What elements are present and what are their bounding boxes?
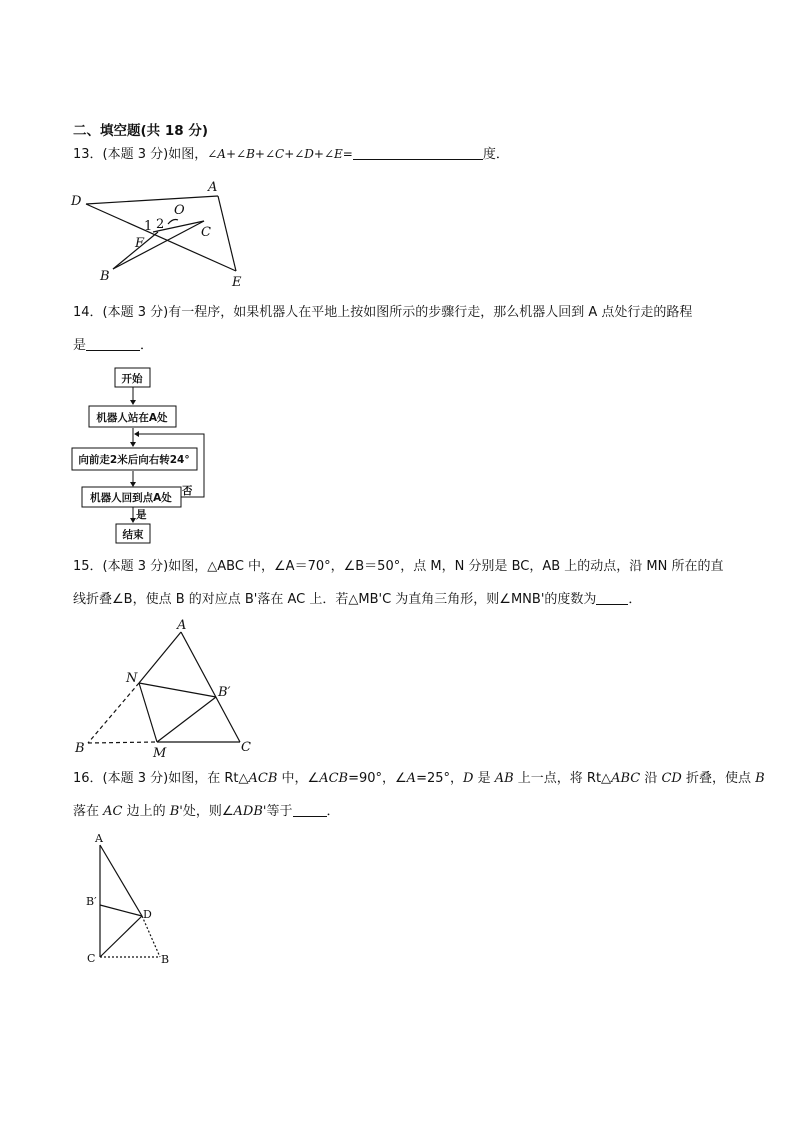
flow-no-label: 否 bbox=[182, 485, 193, 497]
q13-label-O: O bbox=[174, 203, 185, 218]
q15-label-A: A bbox=[177, 618, 187, 633]
q13-label-B: B bbox=[100, 269, 110, 284]
q16-label-Bprime: B′ bbox=[86, 895, 97, 908]
q13-label-A: A bbox=[208, 180, 218, 195]
q13-text-a: 如图， bbox=[168, 147, 208, 162]
flow-end-label: 结束 bbox=[122, 529, 144, 541]
flow-start-label: 开始 bbox=[121, 373, 143, 385]
flow-step1-label: 机器人站在A处 bbox=[96, 412, 168, 424]
q15-label-C: C bbox=[241, 740, 251, 755]
q16-t1o: 折叠，使点 bbox=[681, 771, 756, 786]
q14-number: 14． bbox=[73, 305, 103, 320]
q16-t1m: 沿 bbox=[640, 771, 662, 786]
flow-yes-label: 是 bbox=[136, 509, 147, 521]
q16-t2f: ADB' bbox=[233, 804, 267, 819]
section-title: 二、填空题(共 18 分) bbox=[73, 123, 209, 139]
q14-tag: (本题 3 分) bbox=[102, 305, 169, 320]
q16-t1h: D bbox=[463, 771, 474, 786]
q16-line-AD bbox=[100, 845, 142, 916]
q16-t2c: 边上的 bbox=[122, 804, 170, 819]
q16-t2e: 处，则∠ bbox=[182, 804, 234, 819]
q16-t1d: ACB bbox=[319, 771, 349, 786]
q16-t1k: 上一点，将 Rt△ bbox=[513, 771, 612, 786]
q15-label-N: N bbox=[126, 671, 138, 686]
q16-t1e: =90°，∠ bbox=[348, 771, 407, 786]
q16-t1i: 是 bbox=[473, 771, 495, 786]
q16-t1g: =25°， bbox=[416, 771, 463, 786]
q16-t1p: B bbox=[755, 771, 765, 786]
q16-t2d: B' bbox=[169, 804, 183, 819]
q13-number: 13． bbox=[73, 147, 103, 162]
q16-number: 16． bbox=[73, 771, 103, 786]
q13-label-2: 2 bbox=[156, 217, 165, 232]
q15-text-2: 线折叠∠B，使点 B 的对应点 B'落在 AC 上．若△MB'C 为直角三角形，则∠MNB'的度数为 bbox=[73, 592, 597, 607]
q16-dashed-DB bbox=[142, 916, 160, 957]
q16-t1f: A bbox=[406, 771, 417, 786]
q15-tag: (本题 3 分) bbox=[102, 559, 169, 574]
q14-text-1: 有一程序，如果机器人在平地上按如图所示的步骤行走，那么机器人回到 A 点处行走的路程 bbox=[168, 305, 693, 320]
q16-label-D: D bbox=[143, 908, 152, 921]
q16-t1b: ACB bbox=[248, 771, 278, 786]
flow-step2-label: 向前走2米后向右转24° bbox=[78, 454, 190, 466]
q16-line-CD bbox=[100, 916, 142, 957]
q16-t1a: 如图，在 Rt△ bbox=[168, 771, 249, 786]
q15-label-B: B bbox=[75, 741, 85, 756]
q13-text-b: 度． bbox=[482, 147, 509, 162]
flow-step3-label: 机器人回到点A处 bbox=[90, 492, 172, 504]
q16-line-BpD bbox=[100, 905, 142, 916]
q13-label-D: D bbox=[71, 194, 82, 209]
q16-label-B: B bbox=[161, 953, 170, 966]
q16-t2a: 落在 bbox=[73, 804, 104, 819]
q15-text-1: 如图，△ABC 中，∠A＝70°，∠B＝50°，点 M，N 分别是 BC，AB 上的动点，沿 MN 所在的直 bbox=[168, 559, 724, 574]
q13-label-1: 1 bbox=[144, 219, 153, 234]
q16-t1j: AB bbox=[494, 771, 514, 786]
q16-label-C: C bbox=[87, 952, 96, 965]
q16-tag: (本题 3 分) bbox=[102, 771, 169, 786]
q15-text-2-end: ． bbox=[628, 592, 642, 607]
q16-t2h: ． bbox=[326, 804, 340, 819]
q13-tag: (本题 3 分) bbox=[102, 147, 169, 162]
q15-label-M: M bbox=[153, 746, 167, 761]
q13-label-E: E bbox=[232, 275, 242, 290]
q13-label-F: F bbox=[135, 236, 145, 251]
q13-expression: ∠A+∠B+∠C+∠D+∠E= bbox=[207, 147, 353, 161]
q15-label-Bprime: B′ bbox=[218, 685, 231, 700]
q16-t2g: 等于 bbox=[266, 804, 293, 819]
q15-number: 15． bbox=[73, 559, 103, 574]
q16-t1l: ABC bbox=[611, 771, 641, 786]
q14-text-2-end: ． bbox=[140, 338, 154, 353]
q13-label-C: C bbox=[201, 225, 211, 240]
q16-t2b: AC bbox=[103, 804, 123, 819]
q16-t1c: 中，∠ bbox=[277, 771, 320, 786]
q16-label-A: A bbox=[95, 832, 103, 845]
q14-text-2: 是 bbox=[73, 338, 87, 353]
q16-t1n: CD bbox=[661, 771, 682, 786]
